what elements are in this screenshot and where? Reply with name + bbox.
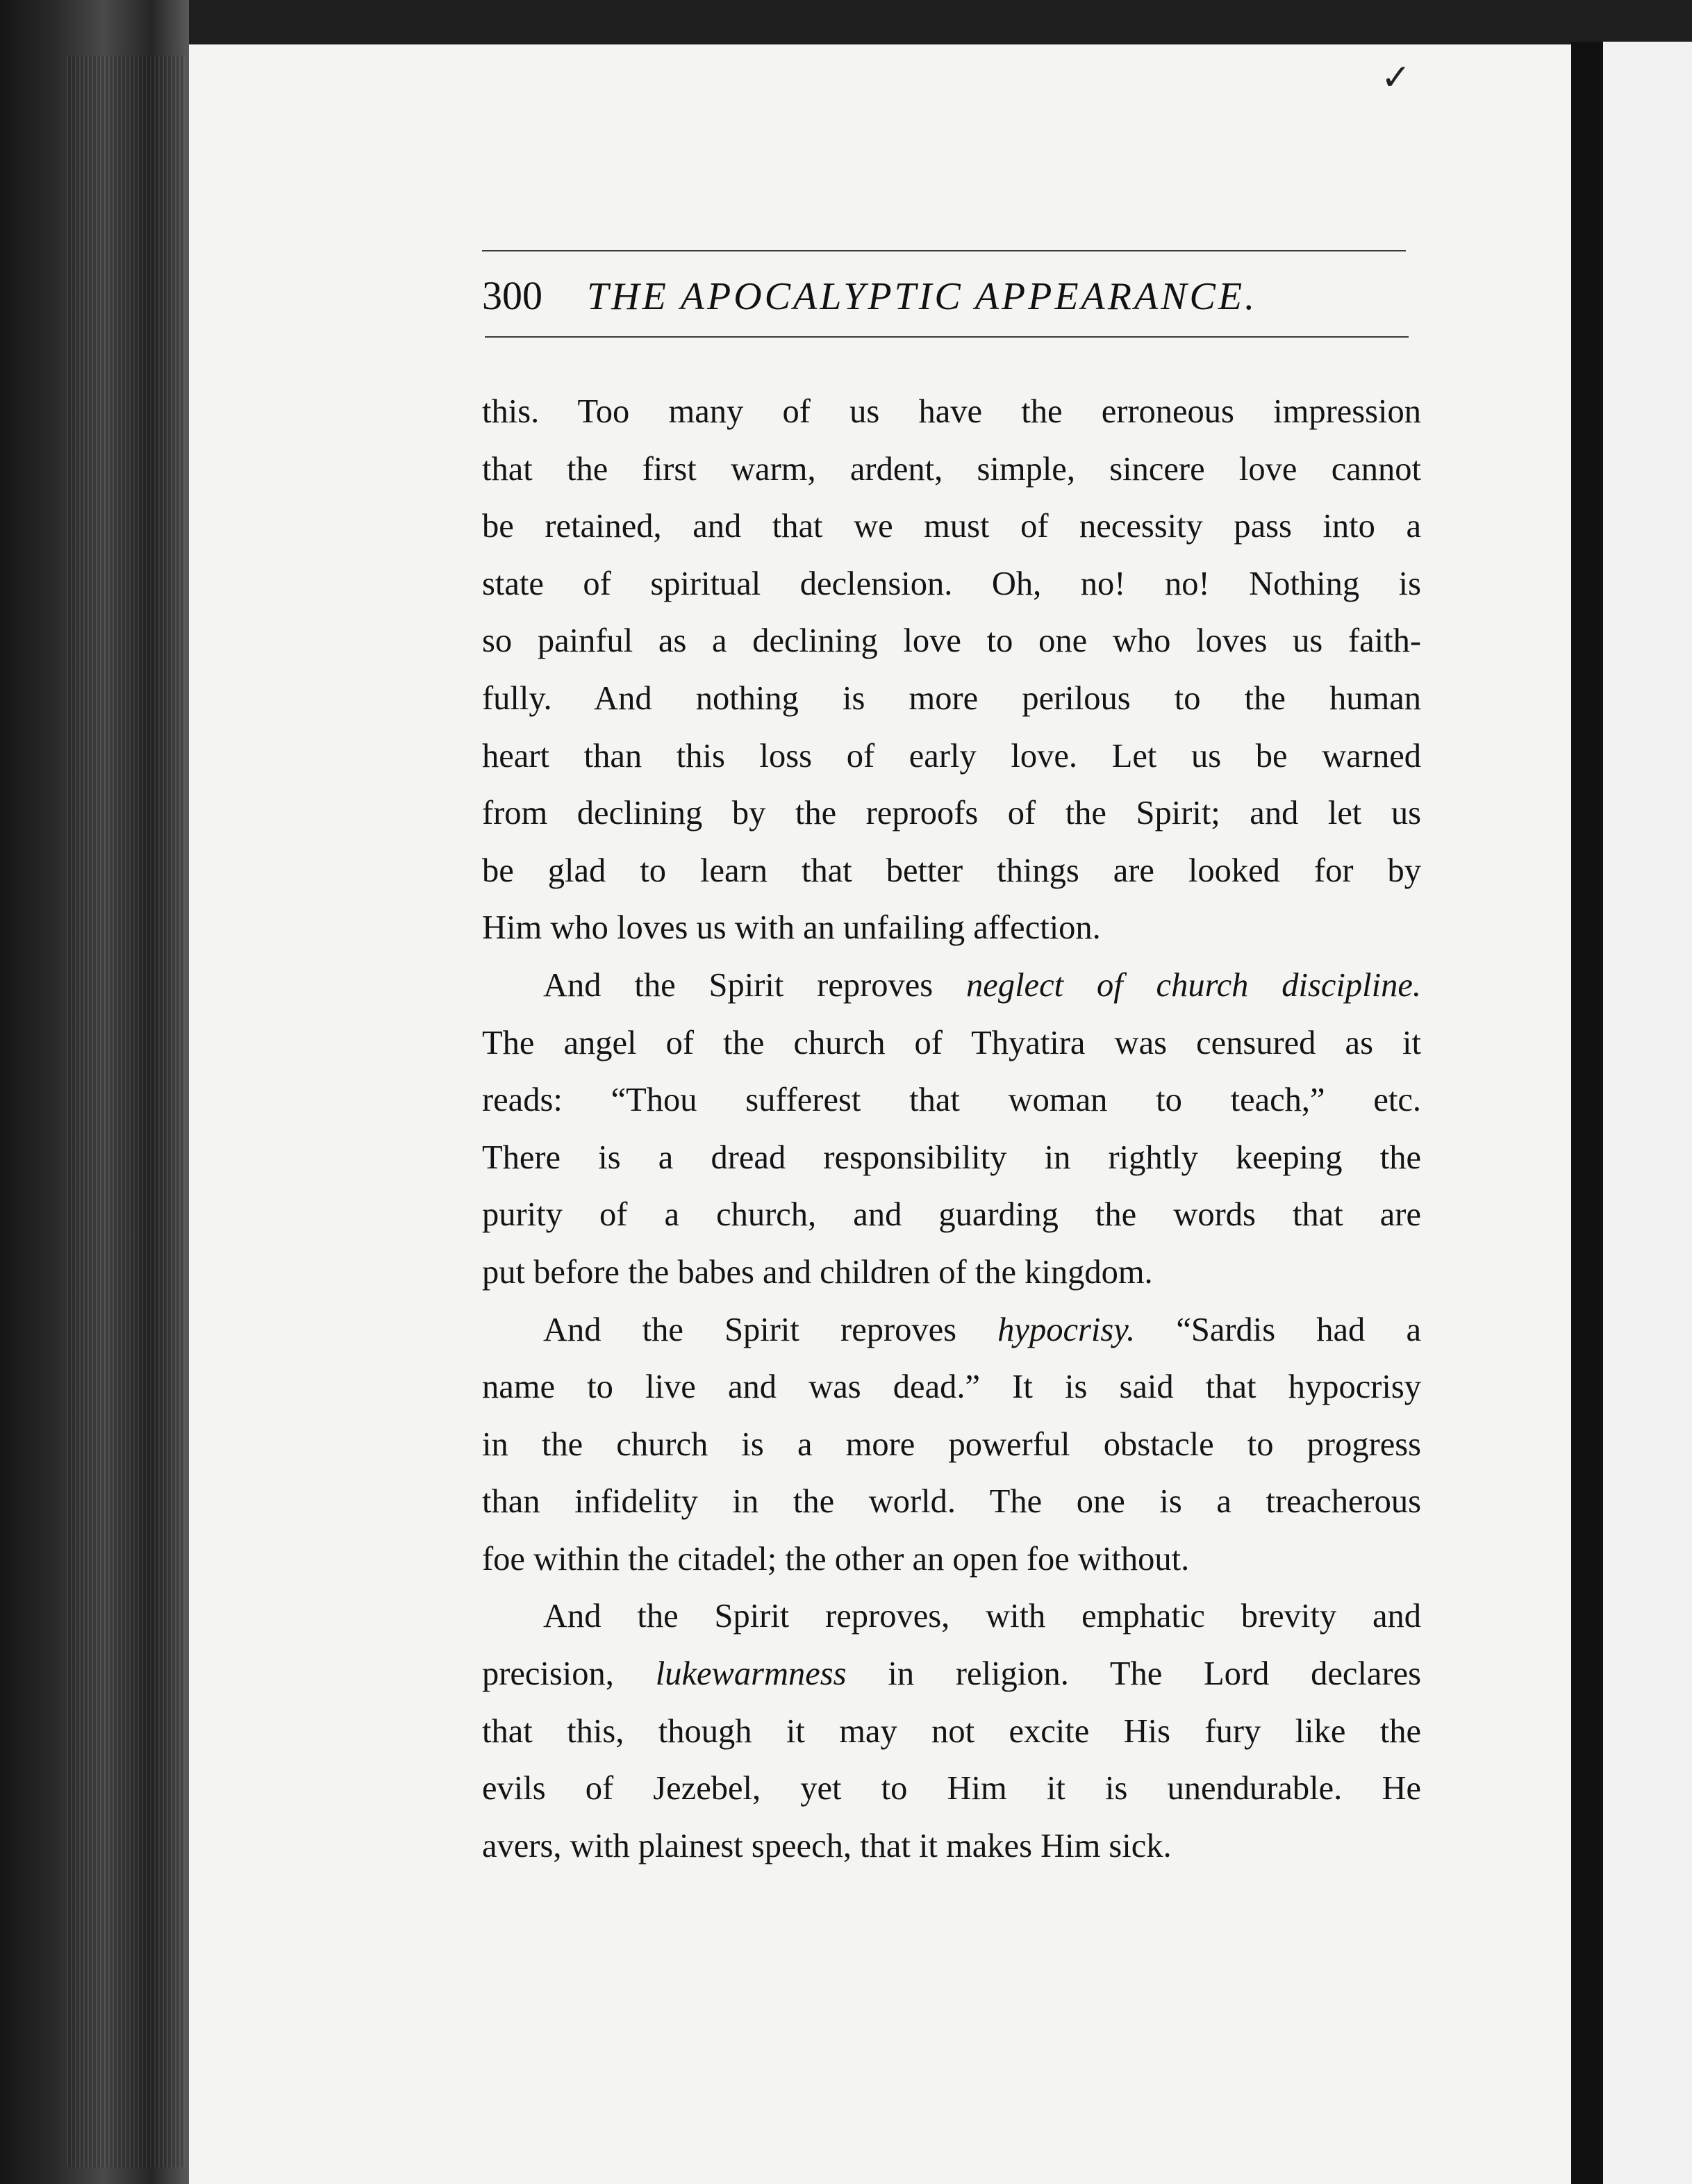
- text-line: [482, 1015, 1421, 1073]
- text-line: [482, 1072, 1421, 1130]
- text-line: [482, 957, 1421, 1015]
- paragraph: [482, 383, 1427, 957]
- text-run: state of spiritual declension. Oh, no! no! Nothing is: [482, 565, 1421, 602]
- text-line: [482, 1130, 1421, 1187]
- text-line: [482, 556, 1421, 613]
- text-line: [482, 1760, 1421, 1818]
- text-run: reads: “Thou sufferest that woman to teach,” etc.: [482, 1082, 1421, 1119]
- page-number: 300: [482, 273, 542, 318]
- text-run: in religion. The Lord declares: [846, 1655, 1421, 1693]
- text-line: [482, 785, 1421, 843]
- text-run: precision,: [482, 1655, 656, 1693]
- text-line: [482, 498, 1421, 556]
- text-line: [482, 1646, 1421, 1703]
- text-line: [482, 1588, 1421, 1646]
- text-run: avers, with plainest speech, that it makes Him sick.: [482, 1827, 1172, 1864]
- paragraph: [482, 957, 1427, 1302]
- italic-phrase: neglect of church discipline.: [966, 966, 1421, 1004]
- text-line: [482, 1186, 1421, 1244]
- text-run: foe within the citadel; the other an open foe without.: [482, 1540, 1190, 1578]
- margin-check-mark: ✓: [1381, 58, 1411, 98]
- text-line: [482, 1416, 1421, 1474]
- running-head: [482, 272, 1406, 331]
- text-run: There is a dread responsibility in rightly keeping the: [482, 1139, 1421, 1176]
- text-run: evils of Jezebel, yet to Him it is unendurable. He: [482, 1770, 1421, 1807]
- text-run: this. Too many of us have the erroneous impression: [482, 393, 1421, 430]
- text-run: fully. And nothing is more perilous to the human: [482, 679, 1421, 717]
- text-run: be glad to learn that better things are looked for by: [482, 852, 1421, 889]
- header-rule-top: [482, 250, 1406, 251]
- text-run: The angel of the church of Thyatira was censured as it: [482, 1024, 1421, 1061]
- paragraph: [482, 1302, 1427, 1589]
- text-line: [482, 1359, 1421, 1416]
- text-run: so painful as a declining love to one who loves us faith-: [482, 622, 1421, 660]
- italic-phrase: lukewarmness: [655, 1655, 847, 1693]
- text-line: [482, 1531, 1421, 1589]
- page-stack-edge: [67, 56, 185, 2167]
- text-run: Him who loves us with an unfailing affection.: [482, 909, 1101, 947]
- text-run: from declining by the reproofs of the Spirit; and let us: [482, 795, 1421, 832]
- text-line: [482, 1302, 1421, 1359]
- text-run: name to live and was dead.” It is said that hypocrisy: [482, 1368, 1421, 1406]
- text-run: that this, though it may not excite His fury like the: [482, 1712, 1421, 1750]
- text-line: [482, 1244, 1421, 1302]
- text-run: purity of a church, and guarding the words that are: [482, 1196, 1421, 1234]
- text-line: [482, 670, 1421, 728]
- text-run: And the Spirit reproves: [543, 1311, 998, 1348]
- text-run: And the Spirit reproves, with emphatic brevity and: [543, 1598, 1421, 1635]
- text-run: put before the babes and children of the kingdom.: [482, 1253, 1153, 1291]
- text-line: [482, 843, 1421, 900]
- paragraph: [482, 1588, 1427, 1875]
- running-head-title: THE APOCALYPTIC APPEARANCE.: [587, 275, 1258, 318]
- italic-phrase: hypocrisy.: [997, 1311, 1136, 1348]
- header-rule-bottom: [485, 336, 1409, 338]
- facing-page-edge: [1598, 42, 1692, 2184]
- body-text: [482, 383, 1427, 1875]
- gutter-shadow: [1571, 42, 1603, 2184]
- text-run: that the first warm, ardent, simple, sincere love cannot: [482, 450, 1421, 488]
- text-run: “Sardis had a: [1135, 1311, 1421, 1348]
- text-line: [482, 1818, 1421, 1876]
- text-run: heart than this loss of early love. Let us be warned: [482, 737, 1421, 775]
- text-line: [482, 441, 1421, 499]
- text-run: than infidelity in the world. The one is a treacherous: [482, 1483, 1421, 1521]
- text-run: in the church is a more powerful obstacle to progress: [482, 1425, 1421, 1463]
- text-run: And the Spirit reproves: [543, 966, 967, 1004]
- text-line: [482, 613, 1421, 670]
- text-line: [482, 900, 1421, 957]
- text-line: [482, 1703, 1421, 1761]
- text-line: [482, 728, 1421, 786]
- text-line: [482, 383, 1421, 441]
- text-line: [482, 1473, 1421, 1531]
- text-run: be retained, and that we must of necessity pass into a: [482, 508, 1421, 545]
